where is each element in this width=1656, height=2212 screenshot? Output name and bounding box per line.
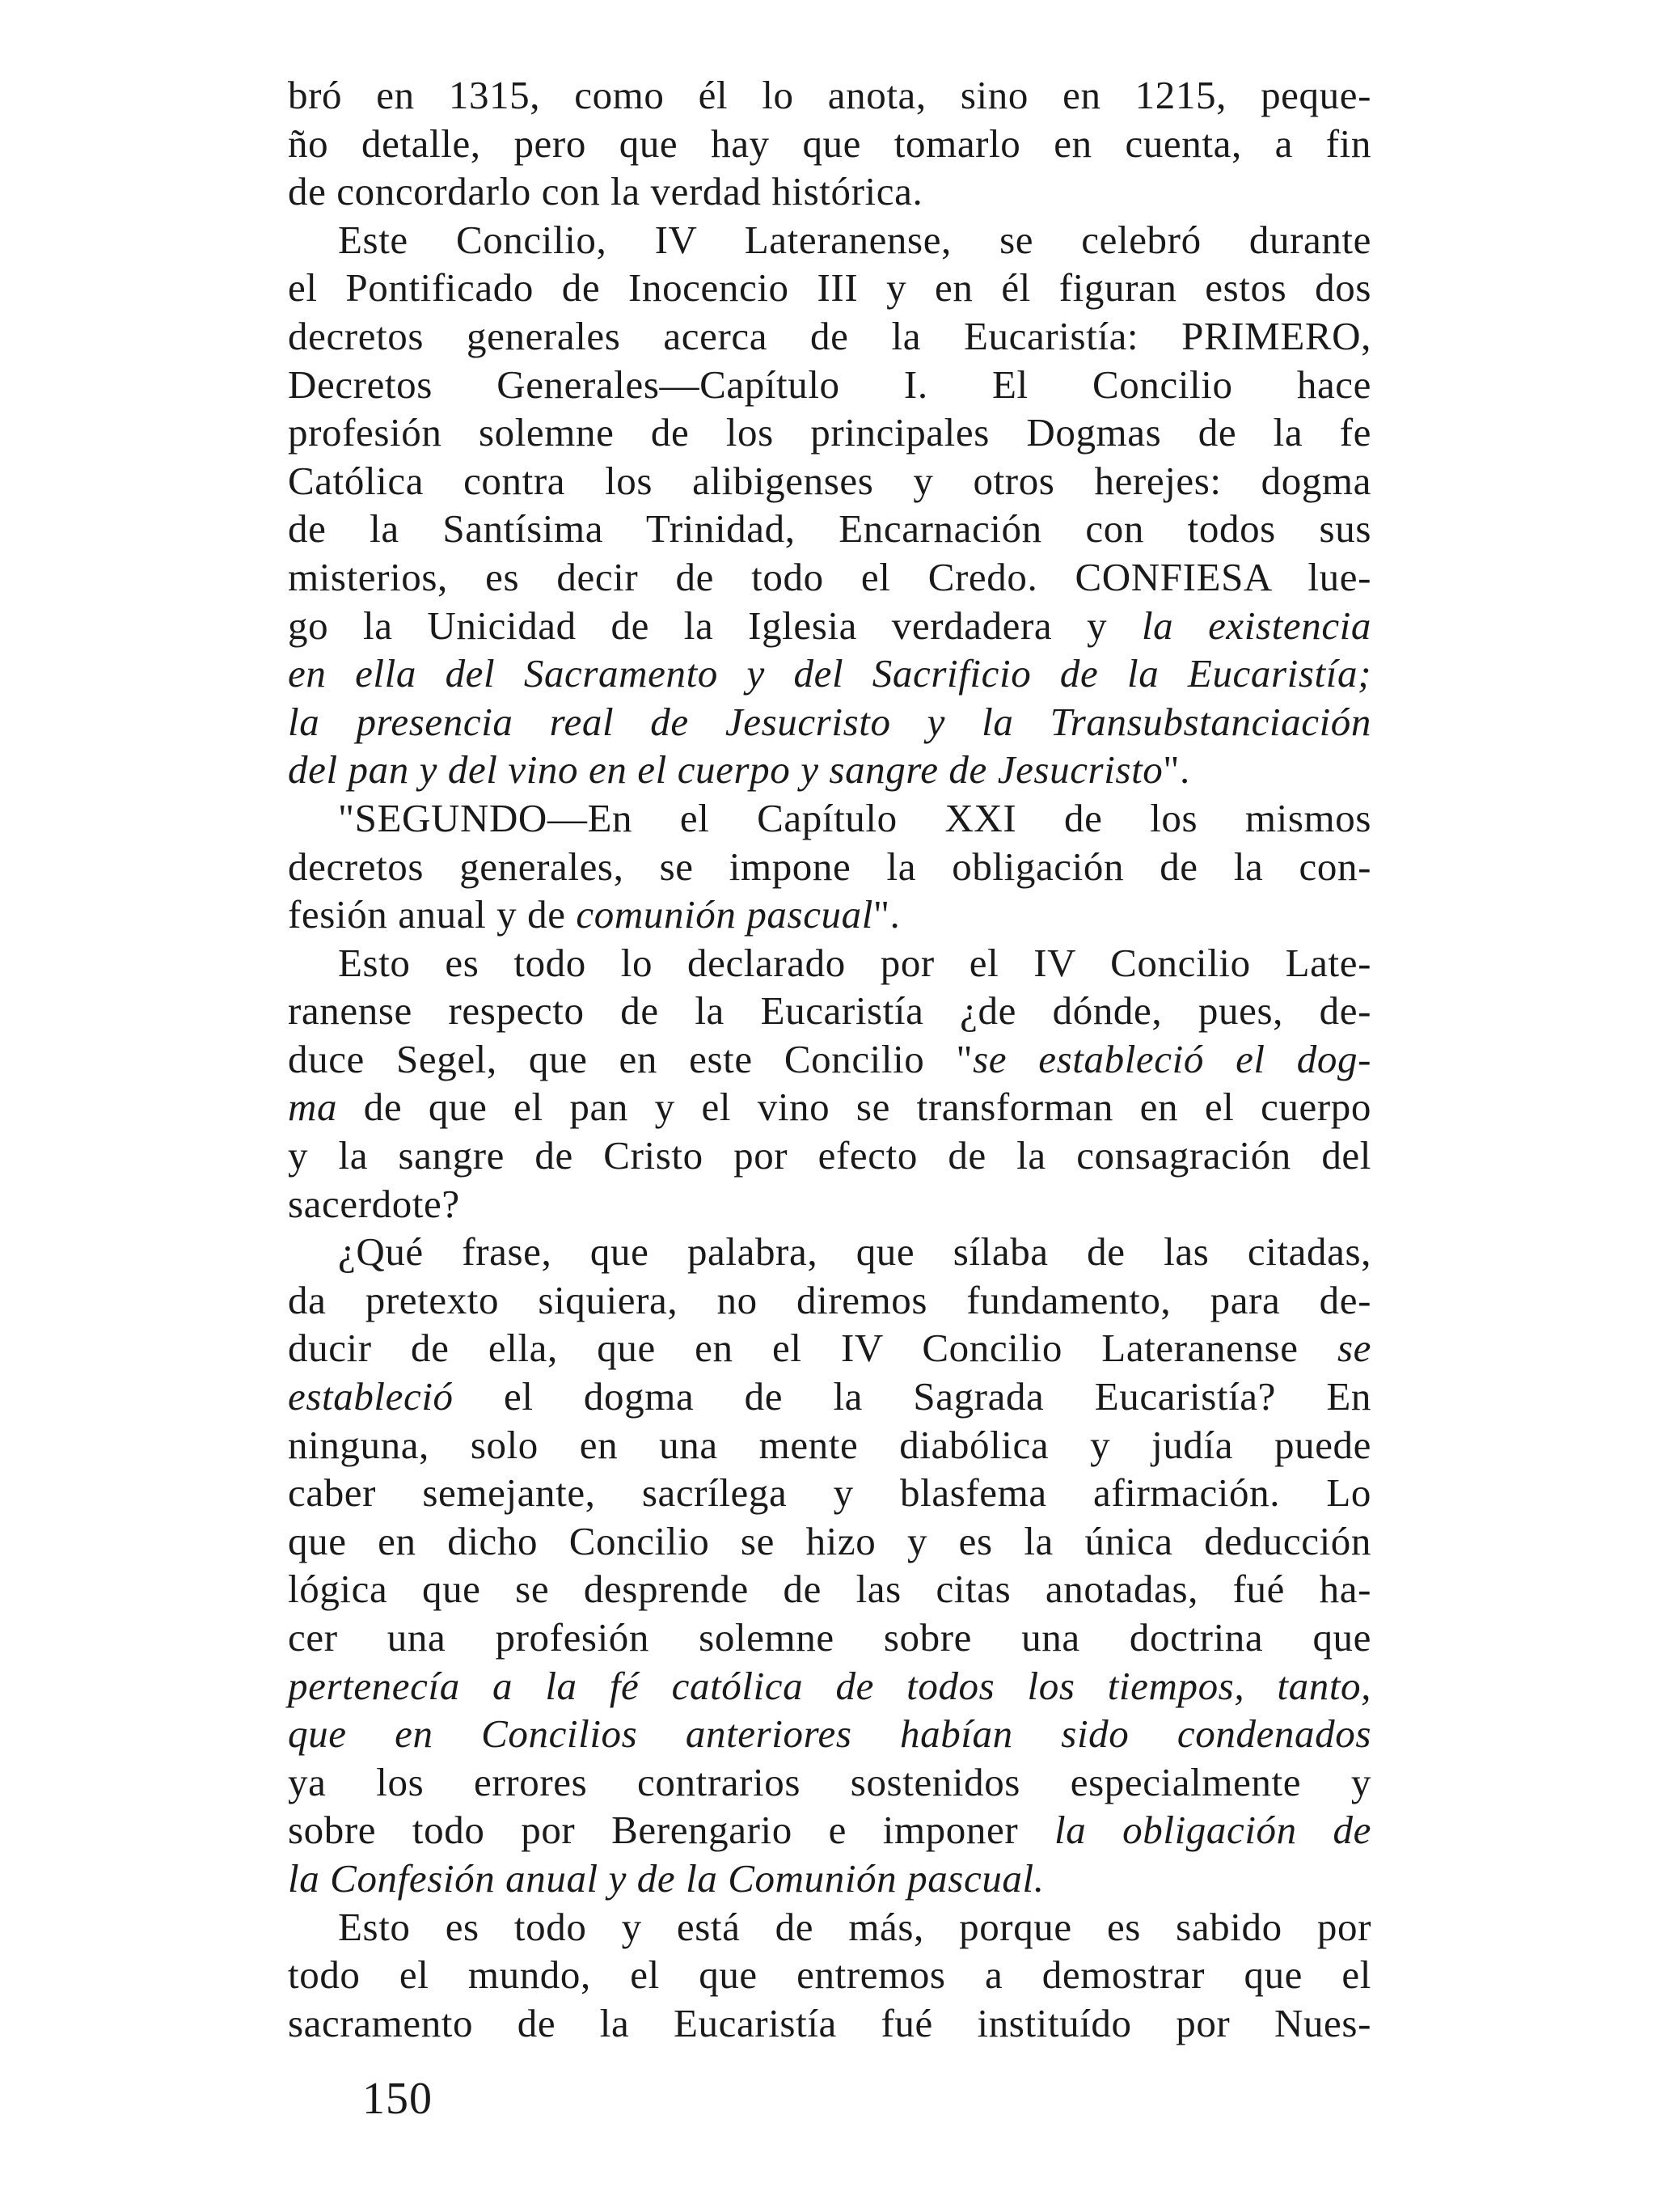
text-segment: ". bbox=[1163, 747, 1190, 793]
italic-segment: del pan y del vino en el cuerpo y sangre de Jesucristo bbox=[288, 747, 1164, 793]
text-line: profesión solemne de los principales Dogmas de la fe bbox=[288, 410, 1371, 455]
italic-segment: se estableció el dog- bbox=[973, 1036, 1371, 1081]
italic-segment: ma bbox=[288, 1085, 338, 1130]
text-line bbox=[288, 890, 1371, 939]
italic-segment: estableció bbox=[288, 1374, 454, 1419]
text-segment: duce Segel, que en este Concilio " bbox=[288, 1036, 974, 1081]
text-line: sacramento de la Eucaristía fué instituído por Nues- bbox=[288, 2000, 1371, 2045]
text-line: la presencia real de Jesucristo y la Transubstanciación bbox=[288, 699, 1371, 744]
text-line: misterios, es decir de todo el Credo. CONFIESA lue- bbox=[288, 554, 1371, 599]
text-line: da pretexto siquiera, no diremos fundamento, para de- bbox=[288, 1277, 1371, 1322]
text-line: decretos generales acerca de la Eucaristía: PRIMERO, bbox=[288, 313, 1371, 358]
text-line: ranense respecto de la Eucaristía ¿de dónde, pues, de- bbox=[288, 988, 1371, 1034]
text-line: de la Santísima Trinidad, Encarnación con todos sus bbox=[288, 506, 1371, 552]
body-text bbox=[288, 71, 1371, 2047]
text-line: cer una profesión solemne sobre una doctrina que bbox=[288, 1615, 1371, 1660]
text-line bbox=[288, 1324, 1371, 1372]
italic-segment: la existencia bbox=[1141, 603, 1371, 648]
text-line bbox=[288, 1372, 1371, 1421]
text-line bbox=[288, 746, 1371, 794]
text-segment: ducir de ella, que en el IV Concilio Lateranense bbox=[288, 1326, 1337, 1371]
text-line: decretos generales, se impone la obligación de la con- bbox=[288, 844, 1371, 889]
text-line bbox=[288, 602, 1371, 650]
text-line bbox=[288, 1806, 1371, 1855]
text-segment: go la Unicidad de la Iglesia verdadera y bbox=[288, 603, 1142, 648]
italic-segment: se bbox=[1337, 1326, 1371, 1371]
text-line: de concordarlo con la verdad histórica. bbox=[288, 169, 923, 214]
text-segment: ". bbox=[872, 892, 901, 937]
text-line: todo el mundo, el que entremos a demostrar que el bbox=[288, 1952, 1371, 1998]
text-segment: de que el pan y el vino se transforman en el cuerpo bbox=[337, 1085, 1371, 1130]
text-line: "SEGUNDO—En el Capítulo XXI de los mismos bbox=[338, 795, 1371, 840]
text-line: pertenecía a la fé católica de todos los tiempos, tanto, bbox=[288, 1663, 1371, 1708]
text-line: ¿Qué frase, que palabra, que sílaba de las citadas, bbox=[338, 1229, 1371, 1275]
text-segment: el dogma de la Sagrada Eucaristía? En bbox=[453, 1374, 1371, 1419]
text-line: y la sangre de Cristo por efecto de la consagración del bbox=[288, 1133, 1371, 1178]
text-line: ño detalle, pero que hay que tomarlo en cuenta, a fin bbox=[288, 121, 1371, 166]
text-line: sacerdote? bbox=[288, 1181, 460, 1226]
text-line: Esto es todo y está de más, porque es sabido por bbox=[338, 1904, 1371, 1949]
text-line: que en Concilios anteriores habían sido condenados bbox=[288, 1711, 1371, 1757]
text-line: caber semejante, sacrílega y blasfema afirmación. Lo bbox=[288, 1470, 1371, 1516]
italic-segment: comunión pascual bbox=[576, 892, 873, 937]
text-line: que en dicho Concilio se hizo y es la única deducción bbox=[288, 1518, 1371, 1563]
italic-segment: la obligación de bbox=[1054, 1808, 1371, 1853]
text-line: Católica contra los alibigenses y otros herejes: dogma bbox=[288, 458, 1371, 503]
text-segment: fesión anual y de bbox=[288, 892, 577, 937]
text-line: bró en 1315, como él lo anota, sino en 1215, peque- bbox=[288, 73, 1371, 117]
text-line: lógica que se desprende de las citas anotadas, fué ha- bbox=[288, 1567, 1371, 1612]
text-line bbox=[288, 1083, 1371, 1131]
text-line bbox=[288, 1035, 1371, 1084]
text-line: Decretos Generales—Capítulo I. El Concilio hace bbox=[288, 362, 1371, 407]
text-segment: sobre todo por Berengario e imponer bbox=[288, 1808, 1055, 1853]
text-line: la Confesión anual y de la Comunión pascual. bbox=[288, 1855, 1045, 1901]
text-line: Esto es todo lo declarado por el IV Concilio Late- bbox=[338, 940, 1371, 985]
page-number: 150 bbox=[362, 2074, 433, 2124]
text-line: en ella del Sacramento y del Sacrificio de la Eucaristía; bbox=[288, 651, 1371, 696]
text-line: Este Concilio, IV Lateranense, se celebró durante bbox=[338, 217, 1371, 262]
text-line: el Pontificado de Inocencio III y en él figuran estos dos bbox=[288, 265, 1371, 311]
text-line: ya los errores contrarios sostenidos especialmente y bbox=[288, 1759, 1371, 1804]
text-line: ninguna, solo en una mente diabólica y judía puede bbox=[288, 1422, 1371, 1467]
